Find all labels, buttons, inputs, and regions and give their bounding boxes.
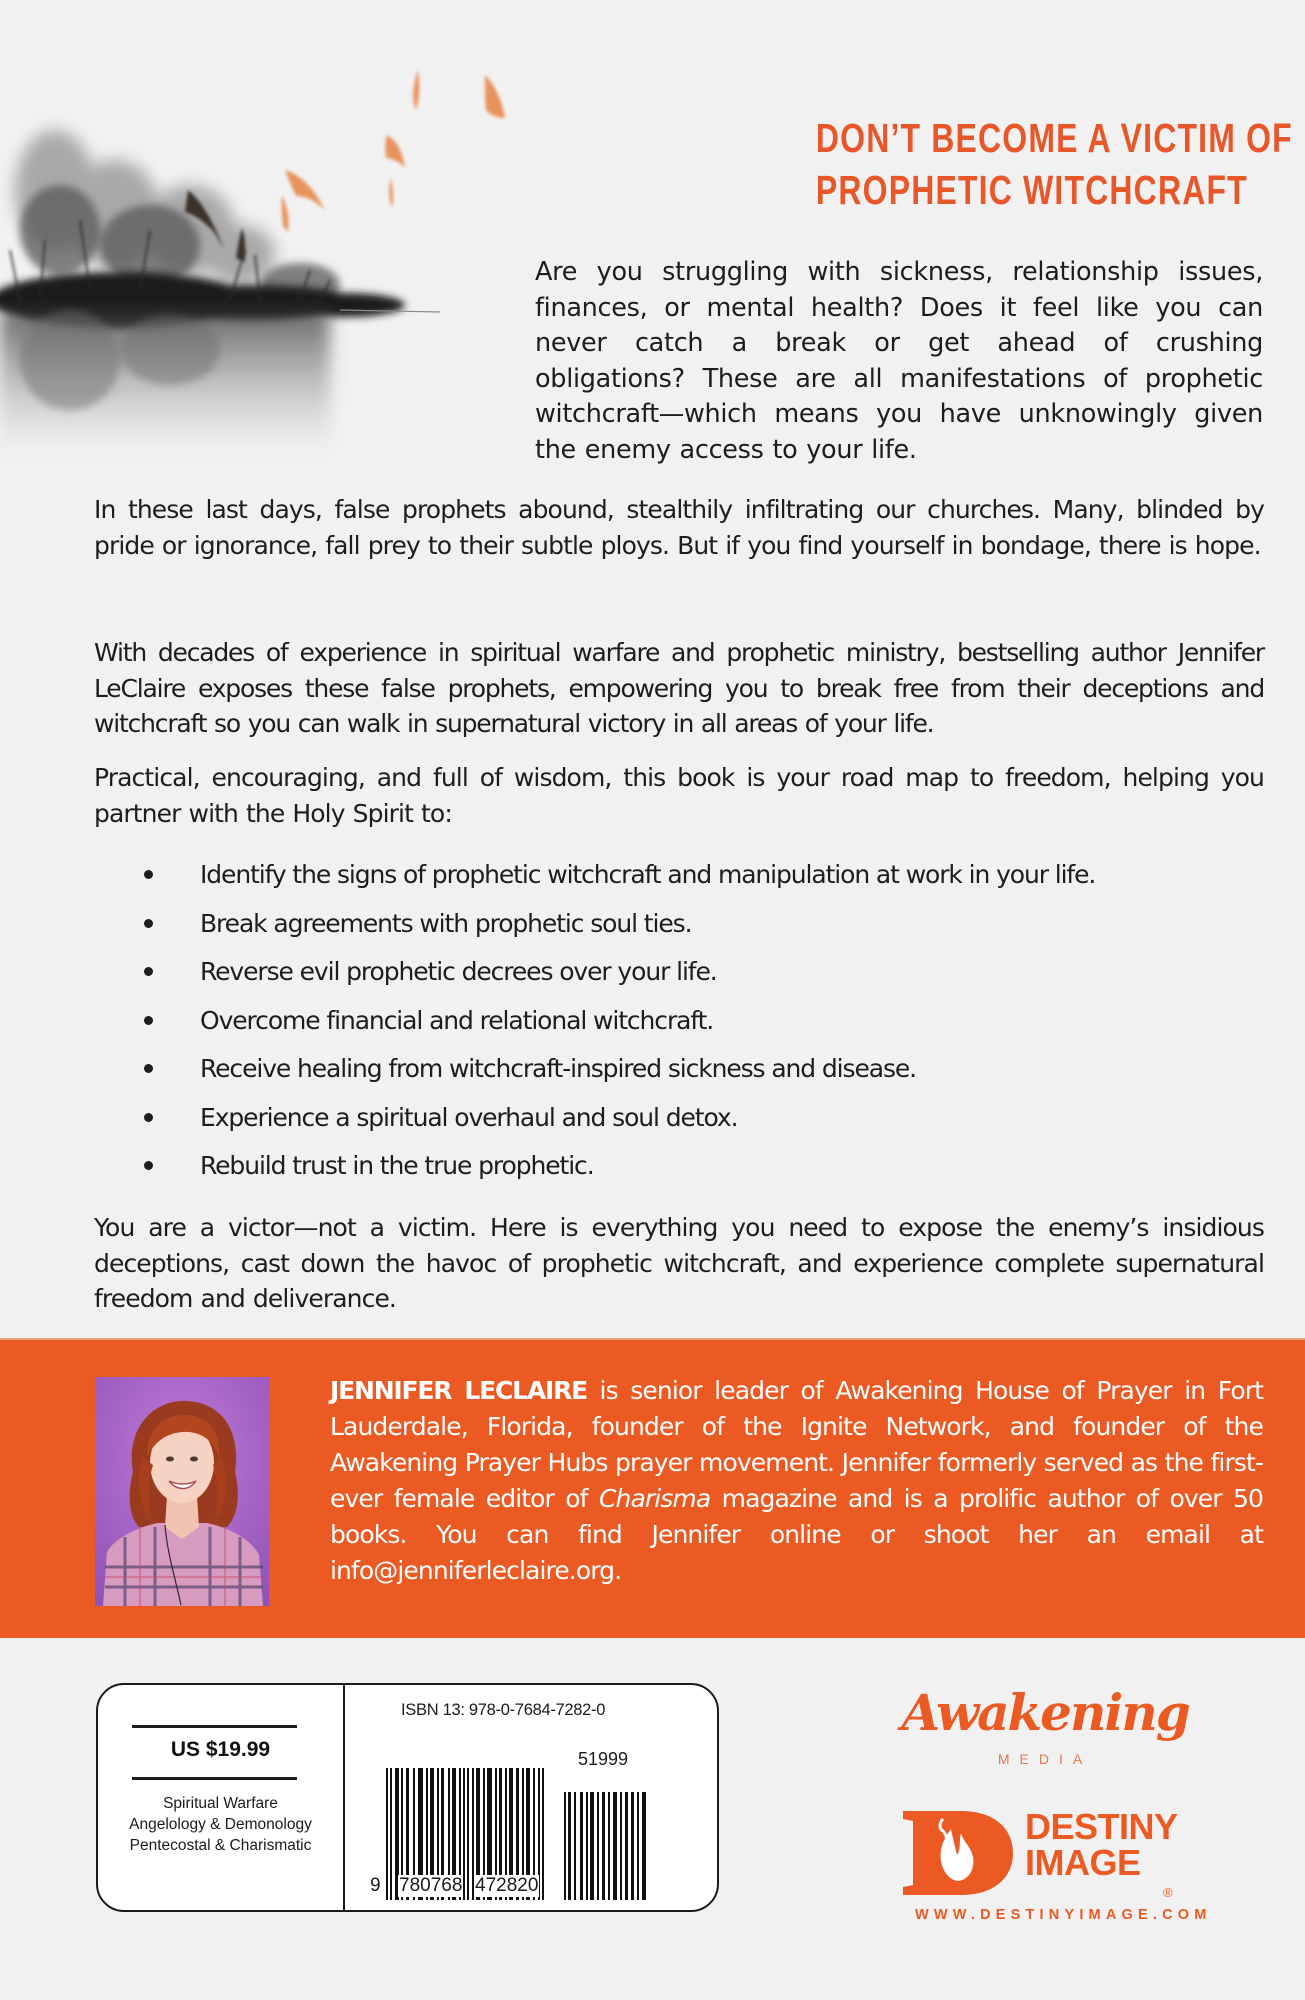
destiny-wordmark [1025, 1806, 1178, 1883]
magazine-title: Charisma [598, 1484, 711, 1513]
publisher-url: WWW.DESTINYIMAGE.COM [915, 1907, 1212, 1923]
author-name: JENNIFER LECLAIRE [330, 1376, 587, 1405]
ean-right-digits: 472820 [475, 1875, 539, 1896]
bullet-icon [144, 870, 153, 879]
author-bio-text-2: magazine and is a prolific author of over 50 books. You can find Jennifer online or shoot her an email at info@jenniferleclaire.org. [330, 1484, 1263, 1585]
list-item-text: Break agreements with prophetic soul ties. [200, 908, 692, 938]
list-item [130, 857, 1260, 906]
closing-paragraph: You are a victor—not a victim. Here is everything you need to expose the enemy’s insidious deceptions, cast down the havoc of prophetic witchcraft, and experience complete supernatural freedom and deliverance. [94, 1213, 1264, 1313]
list-item-text: Reverse evil prophetic decrees over your life. [200, 957, 717, 986]
category-item: Pentecostal & Charismatic [129, 1837, 312, 1854]
registered-mark: ® [1163, 1885, 1173, 1900]
price-rule-bottom [132, 1777, 297, 1780]
ean-left-digits: 780768 [399, 1875, 463, 1896]
list-item [130, 954, 1260, 1003]
bullet-icon [144, 1016, 153, 1025]
author-photo [95, 1377, 269, 1606]
author-section [0, 1338, 1305, 1638]
destiny-d-flame-icon [903, 1807, 1013, 1897]
awakening-media-logo [895, 1683, 1195, 1778]
addon-digits: 51999 [578, 1749, 629, 1769]
list-item-text: Identify the signs of prophetic witchcraft and manipulation at work in your life. [200, 860, 1096, 889]
price-panel [98, 1685, 343, 1910]
list-item [130, 1003, 1260, 1052]
ean-first-digit: 9 [370, 1875, 381, 1896]
bullet-icon [144, 919, 153, 928]
author-bio-text-1: is senior leader of Awakening House of Prayer in Fort Lauderdale, Florida, founder of the Ignite Network, and founder of the Awakening Prayer Hubs prayer movement. Jennifer formerly served as the first-ever female editor of [330, 1376, 1263, 1513]
list-item-text: Overcome financial and relational witchcraft. [200, 1005, 714, 1035]
body-paragraph-3: Practical, encouraging, and full of wisdom, this book is your road map to freedom, helping you partner with the Holy Spirit to: [94, 763, 1264, 828]
list-item [130, 1100, 1260, 1149]
list-item-text: Experience a spiritual overhaul and soul detox. [200, 1102, 738, 1132]
price-label: US $19.99 [170, 1738, 271, 1761]
bullet-icon [144, 1161, 153, 1170]
price-barcode-box [96, 1683, 719, 1912]
body-paragraph-1: In these last days, false prophets abound, stealthily infiltrating our churches. Many, blinded by pride or ignorance, fall prey to their subtle ploys. But if you find yourself in bondage, there is hope. [94, 495, 1264, 560]
bullet-icon [144, 967, 153, 976]
list-item-text: Rebuild trust in the true prophetic. [200, 1151, 594, 1180]
author-portrait-icon [95, 1377, 269, 1606]
awakening-subtitle: MEDIA [997, 1751, 1093, 1767]
list-item-text: Receive healing from witchcraft-inspired sickness and disease. [200, 1054, 917, 1083]
list-item [130, 906, 1260, 955]
destiny-image-logo [895, 1797, 1225, 1927]
list-item [130, 1051, 1260, 1100]
headline-line-1: DON’T BECOME A VICTIM OF [815, 115, 1293, 161]
bullet-icon [144, 1064, 153, 1073]
body-paragraph-2: With decades of experience in spiritual warfare and prophetic ministry, bestselling author Jennifer LeClaire exposes these false prophets, empowering you to break free from their deceptions and witchcraft so you can walk in supernatural victory in all areas of your life. [94, 638, 1264, 738]
destiny-line-2: IMAGE [1025, 1842, 1141, 1883]
bullet-icon [144, 1113, 153, 1122]
category-item: Angelology & Demonology [129, 1816, 312, 1833]
headline [815, 112, 1293, 216]
category-list [98, 1793, 343, 1856]
price-rule-top [132, 1725, 297, 1728]
intro-paragraph: Are you struggling with sickness, relationship issues, finances, or mental health? Does it feel like you can never catch a break or get ahead of crushing obligations? These are all manifestations of prophetic witchcraft—which means you have unknowingly given the enemy access to your life. [535, 257, 1263, 465]
isbn-label: ISBN 13: 978-0-7684-7282-0 [401, 1701, 606, 1719]
destiny-line-1: DESTINY [1025, 1806, 1178, 1847]
author-bio [330, 1373, 1263, 1589]
category-item: Spiritual Warfare [163, 1795, 278, 1812]
list-item [130, 1148, 1260, 1197]
headline-line-2: PROPHETIC WITCHCRAFT [815, 167, 1248, 213]
awakening-wordmark: Awakening [901, 1683, 1189, 1742]
benefits-list [130, 857, 1260, 1197]
